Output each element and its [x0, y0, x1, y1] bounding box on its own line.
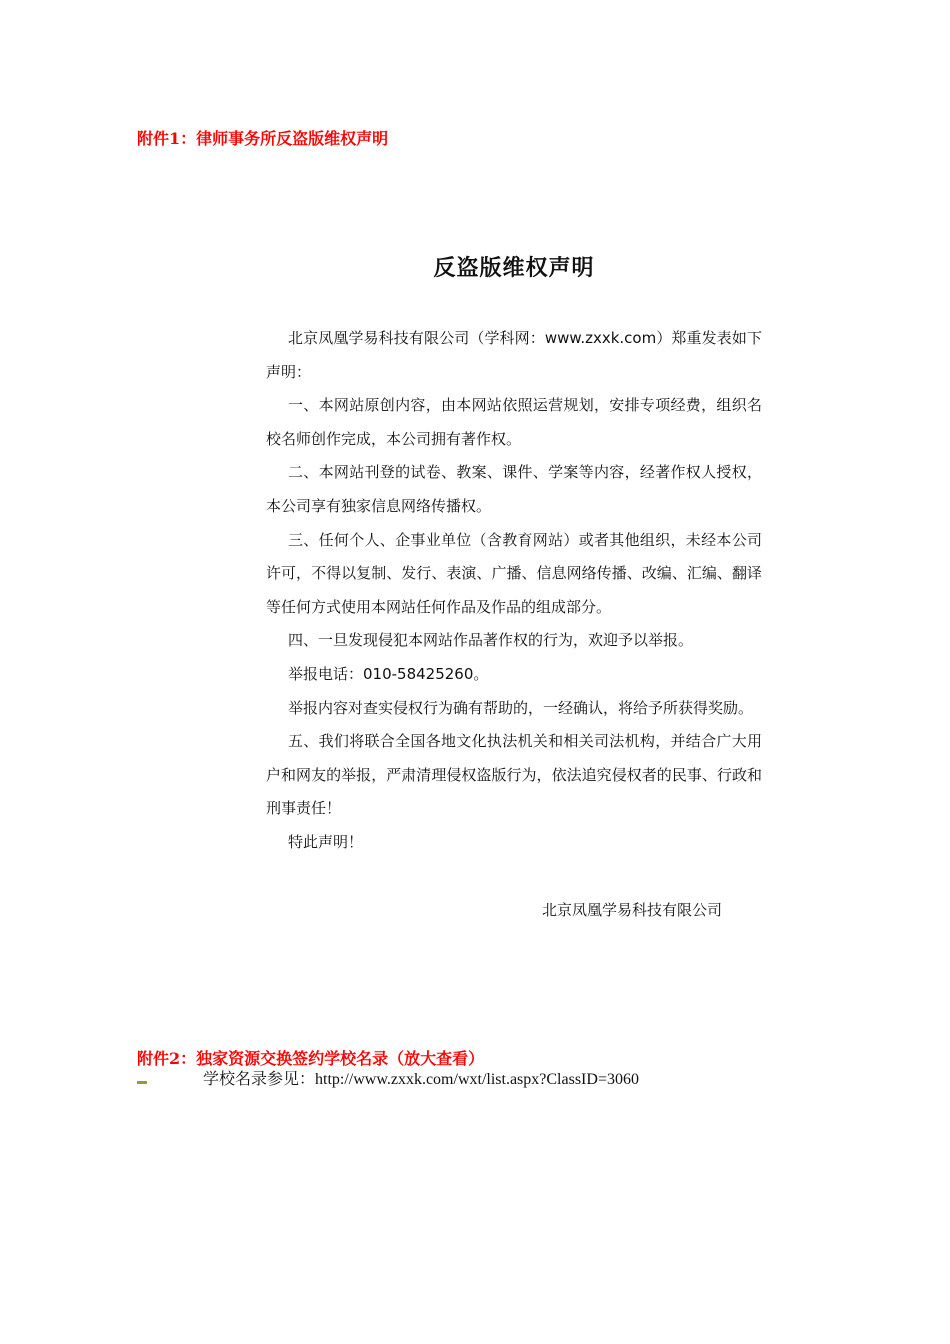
statement-paragraph-2: 二、本网站刊登的试卷、教案、课件、学案等内容，经著作权人授权，本公司享有独家信息网络传播权。 — [266, 463, 762, 515]
report-reward: 举报内容对查实侵权行为确有帮助的，一经确认，将给予所获得奖励。 — [288, 698, 754, 717]
list-marker — [137, 1081, 147, 1084]
company-signature: 北京凤凰学易科技有限公司 — [542, 901, 723, 919]
school-list-link[interactable]: 学校名录参见：http://www.zxxk.com/wxt/list.aspx?ClassID=3060 — [203, 1071, 639, 1088]
statement-paragraph-3: 三、任何个人、企事业单位（含教育网站）或者其他组织，未经本公司许可，不得以复制、发行、表演、广播、信息网络传播、改编、汇编、翻译等任何方式使用本网站任何作品及作品的组成部分。 — [266, 530, 762, 616]
statement-title: 反盗版维权声明 — [433, 256, 595, 281]
school-list-reference — [137, 1068, 837, 1092]
statement-paragraph-5: 五、我们将联合全国各地文化执法机关和相关司法机构，并结合广大用户和网友的举报，严肃清理侵权盗版行为，依法追究侵权者的民事、行政和刑事责任！ — [266, 732, 762, 818]
attachment-2-heading: 附件2：独家资源交换签约学校名录（放大查看） — [137, 1049, 485, 1068]
statement-paragraph-1: 一、本网站原创内容，由本网站依照运营规划，安排专项经费，组织名校名师创作完成，本公司拥有著作权。 — [266, 396, 762, 448]
statement-closing: 特此声明！ — [288, 832, 364, 851]
anti-piracy-statement — [266, 254, 762, 860]
statement-body — [266, 322, 762, 860]
statement-intro: 北京凤凰学易科技有限公司（学科网：www.zxxk.com）郑重发表如下声明： — [266, 329, 762, 381]
attachment-1-heading: 附件1：律师事务所反盗版维权声明 — [137, 129, 389, 148]
report-phone: 举报电话：010-58425260。 — [288, 664, 489, 683]
statement-paragraph-4: 四、一旦发现侵犯本网站作品著作权的行为，欢迎予以举报。 — [288, 631, 694, 650]
